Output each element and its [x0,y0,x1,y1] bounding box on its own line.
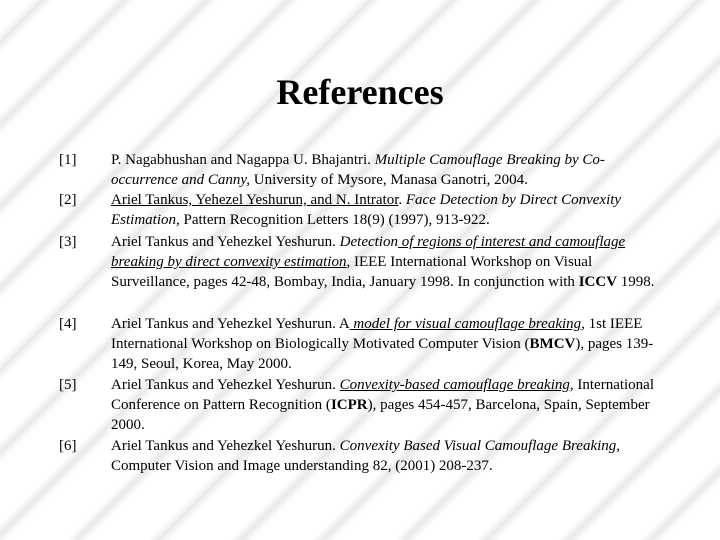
reference-details-end: ), pages 139-149, Seoul, Korea, May 2000. [111,336,654,372]
reference-details: Pattern Recognition Letters 18(9) (1997), 913-922. [179,212,490,228]
reference-text [111,190,671,230]
reference-number: [2] [59,192,77,208]
reference-work-link[interactable]: of regions of interest and camouflage breaking by direct convexity estimation [111,234,626,270]
reference-separator: . [398,192,406,208]
reference-work-title: Multiple Camouflage Breaking by Co-occurrence and Canny, [111,152,605,188]
reference-work-title: Convexity Based Visual Camouflage Breaking, [339,438,621,454]
reference-work-link[interactable]: Convexity-based camouflage breaking [339,377,570,393]
reference-authors: P. Nagabhushan and Nagappa U. Bhajantri. [111,152,375,168]
reference-text [111,314,671,374]
reference-details: Computer Vision and Image understanding 82, (2001) 208-237. [111,458,493,474]
reference-authors: Ariel Tankus and Yehezkel Yeshurun. [111,234,340,250]
reference-details: , IEEE International Workshop on Visual Surveillance, pages 42-48, Bombay, India, January 1998. In conjunction with [111,254,593,290]
reference-work-title: Face Detection by Direct Convexity Estimation, [111,192,622,228]
reference-number: [3] [59,234,77,250]
reference-details: University of Mysore, Manasa Ganotri, 2004. [250,172,528,188]
reference-details-end: 1998. [617,274,655,290]
reference-details: , 1st IEEE International Workshop on Biologically Motivated Computer Vision ( [111,316,643,352]
reference-authors: Ariel Tankus and Yehezkel Yeshurun. [111,438,340,454]
reference-text [111,232,671,292]
reference-work-title: Detection [339,234,398,250]
reference-work-link[interactable]: model for visual camouflage breaking [349,316,582,332]
reference-venue-acronym: ICCV [578,274,618,290]
reference-details-end: ), pages 454-457, Barcelona, Spain, September 2000. [111,397,650,433]
reference-venue-acronym: BMCV [529,336,576,352]
reference-number: [5] [59,377,77,393]
reference-number: [1] [59,152,77,168]
slide-title: References [276,72,444,112]
reference-number: [4] [59,316,77,332]
reference-text [111,150,671,190]
reference-number: [6] [59,438,77,454]
reference-details: , International Conference on Pattern Recognition ( [111,377,655,413]
reference-text [111,436,671,476]
reference-authors: Ariel Tankus and Yehezkel Yeshurun. [111,377,340,393]
reference-authors: Ariel Tankus and Yehezkel Yeshurun. A [111,316,350,332]
reference-text [111,375,671,435]
reference-authors-link[interactable]: Ariel Tankus, Yehezel Yeshurun, and N. Intrator [111,192,399,208]
reference-venue-acronym: ICPR [330,397,368,413]
